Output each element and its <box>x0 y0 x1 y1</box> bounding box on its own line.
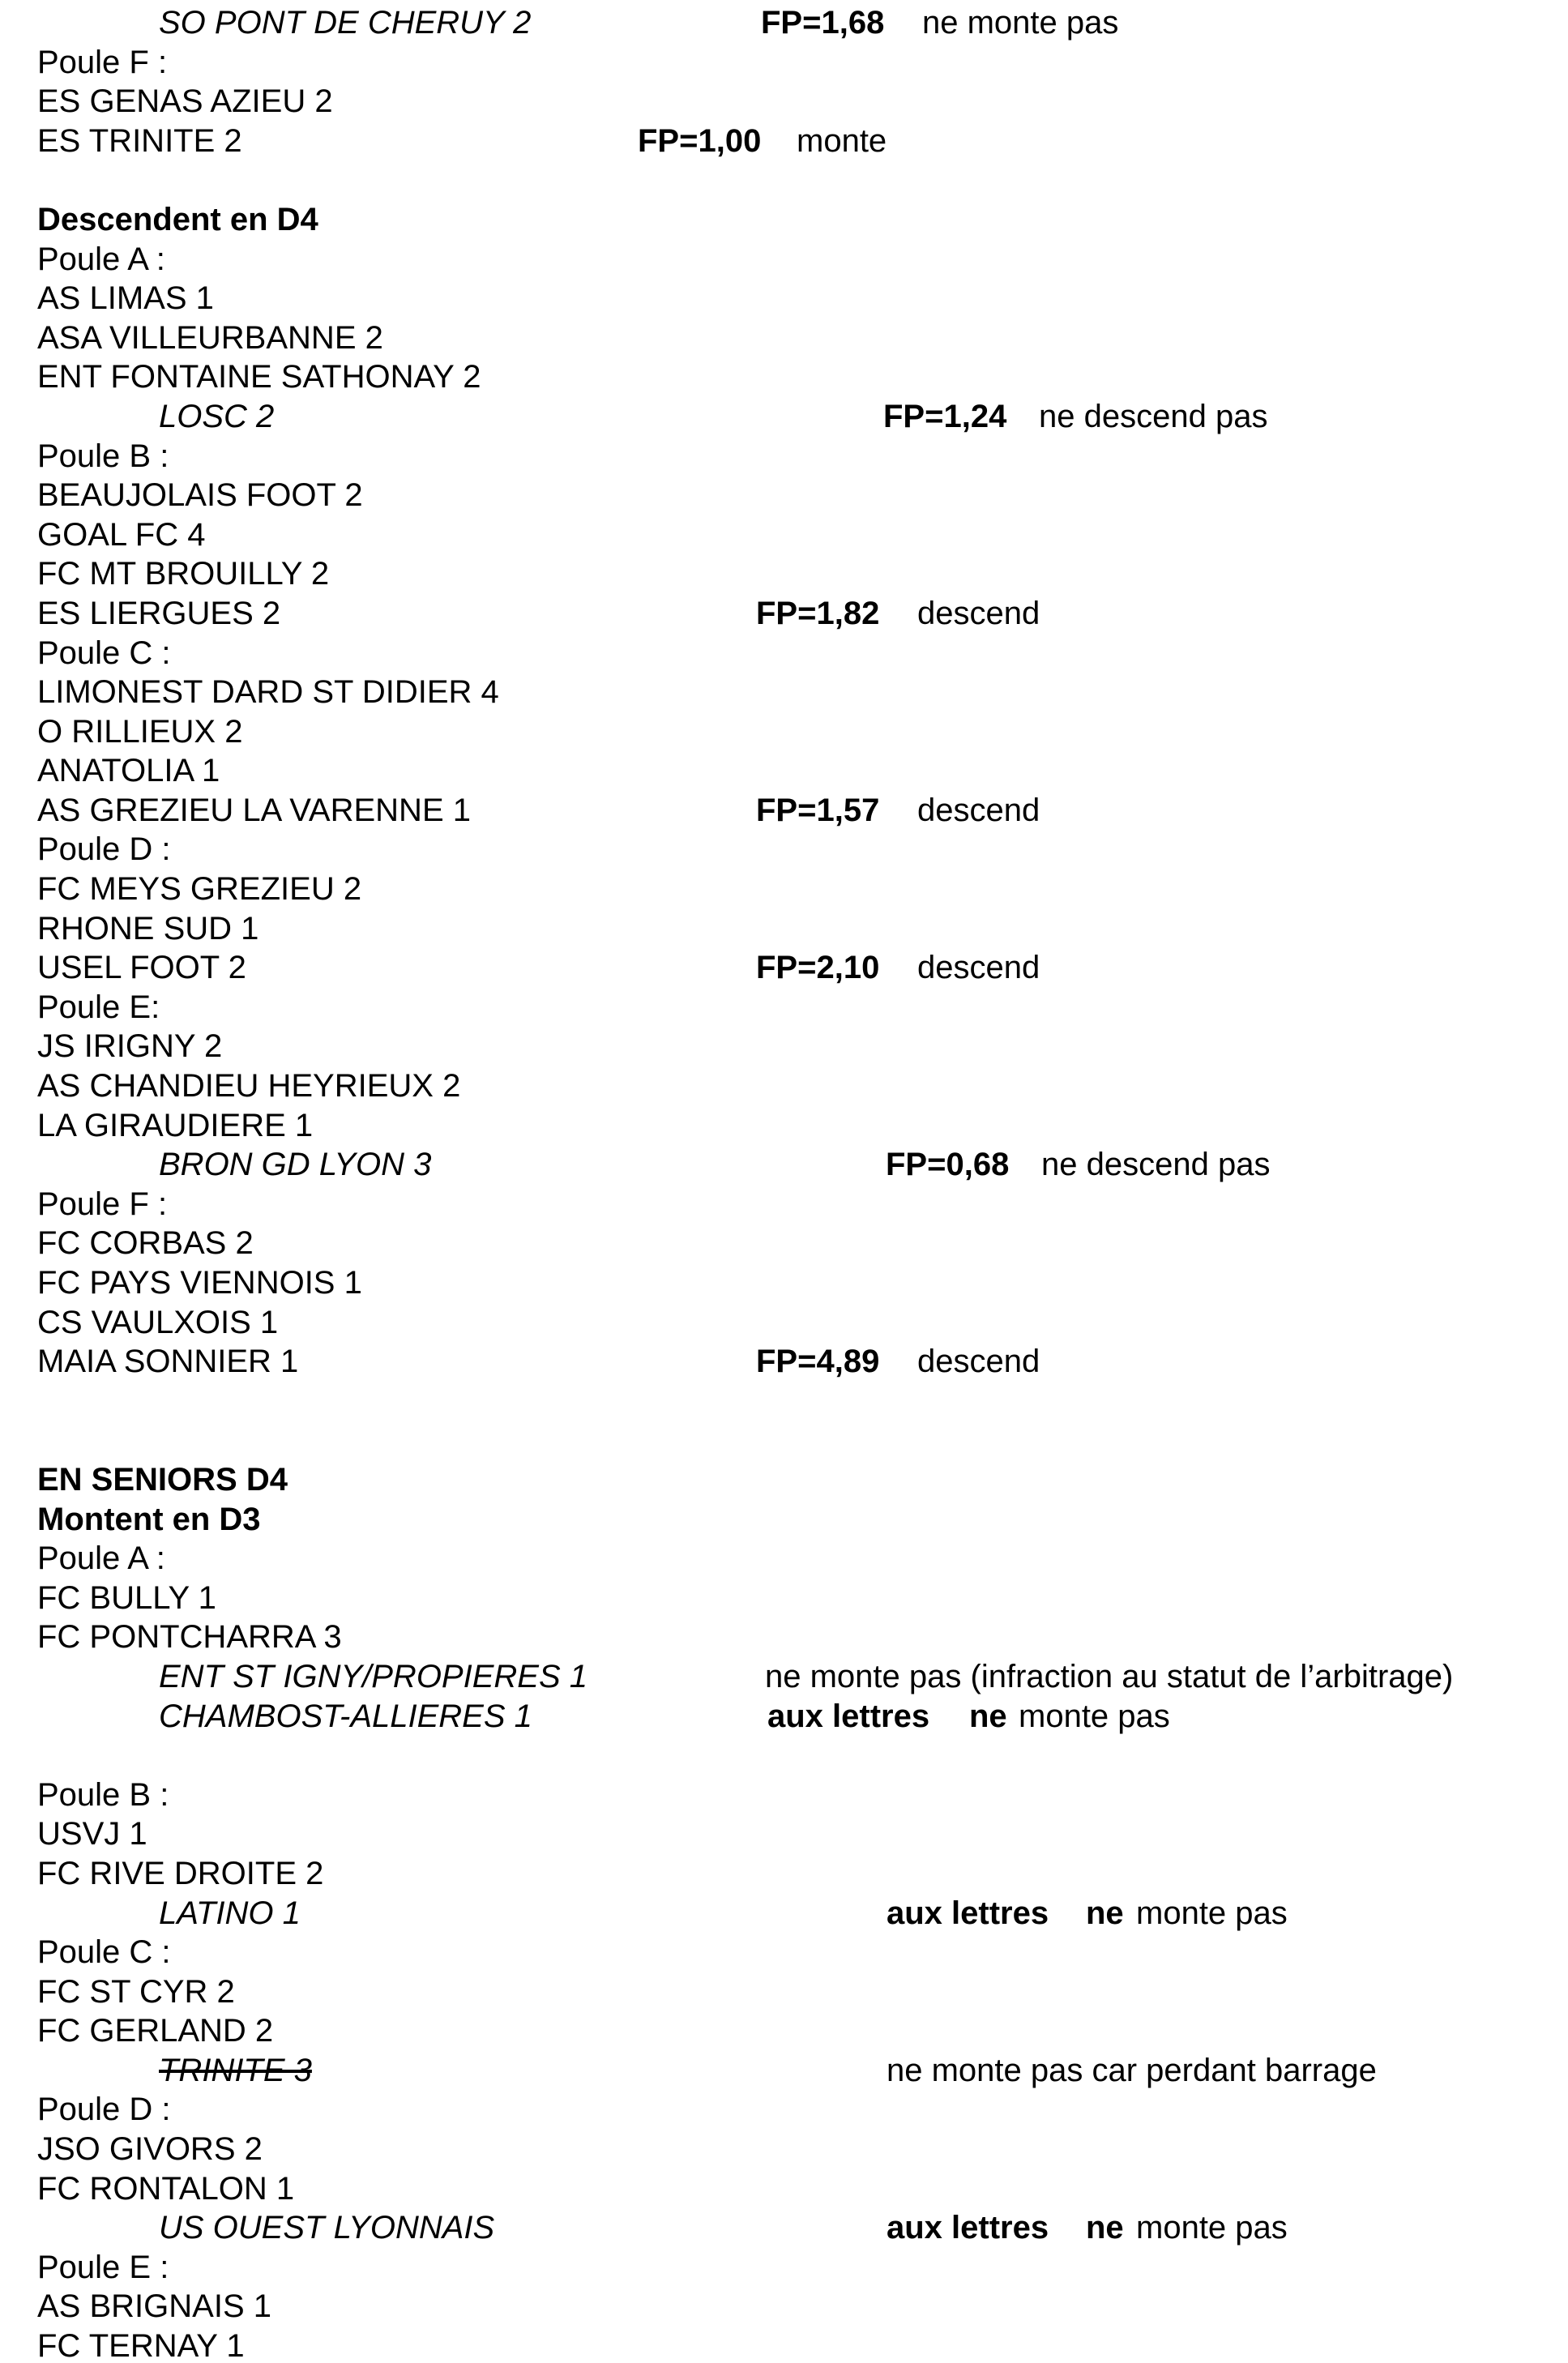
doc-line <box>0 1263 1568 1303</box>
status-text: descend <box>917 1344 1040 1380</box>
team-name: MAIA SONNIER 1 <box>37 1344 299 1380</box>
doc-line <box>0 673 1568 712</box>
section-title: Descendent en D4 <box>37 201 318 237</box>
status-text: ne monte pas <box>922 5 1119 41</box>
poule-label: Poule D : <box>37 831 171 868</box>
fp-value: FP=4,89 <box>756 1344 880 1380</box>
status-text: descend <box>917 595 1040 631</box>
doc-line <box>0 515 1568 555</box>
status-text: ne descend pas <box>1039 398 1268 434</box>
team-name: FC ST CYR 2 <box>37 1973 235 2010</box>
doc-line <box>0 1697 1568 1737</box>
poule-label: Poule D : <box>37 2092 171 2128</box>
team-name: ENT FONTAINE SATHONAY 2 <box>37 359 481 395</box>
doc-line <box>0 1342 1568 1382</box>
doc-line <box>0 1854 1568 1894</box>
team-name: ES LIERGUES 2 <box>37 595 281 631</box>
status-ne: ne <box>1086 1895 1124 1931</box>
poule-label: Poule F : <box>37 1186 168 1222</box>
status-text: monte <box>797 122 887 159</box>
doc-line <box>0 318 1568 358</box>
team-name: LA GIRAUDIERE 1 <box>37 1107 314 1143</box>
team-name: FC PONTCHARRA 3 <box>37 1619 342 1656</box>
doc-line <box>0 1106 1568 1146</box>
team-name: LIMONEST DARD ST DIDIER 4 <box>37 674 499 711</box>
fp-value: FP=1,00 <box>638 122 762 159</box>
doc-line <box>0 2248 1568 2288</box>
poule-label: Poule F : <box>37 44 168 80</box>
doc-line <box>0 437 1568 476</box>
status-aux-lettres: aux lettres <box>887 2210 1049 2246</box>
doc-line <box>0 2051 1568 2091</box>
status-aux-lettres: aux lettres <box>767 1698 930 1734</box>
fp-value: FP=1,57 <box>756 792 880 828</box>
doc-line <box>0 1933 1568 1972</box>
doc-line <box>0 1460 1568 1500</box>
team-name: FC PAYS VIENNOIS 1 <box>37 1265 362 1301</box>
doc-line <box>0 988 1568 1028</box>
status-text: descend <box>917 950 1040 986</box>
team-name: JS IRIGNY 2 <box>37 1028 223 1065</box>
poule-label: Poule B : <box>37 438 169 474</box>
team-name: FC CORBAS 2 <box>37 1225 254 1262</box>
team-name: USVJ 1 <box>37 1816 147 1852</box>
poule-label: Poule B : <box>37 1776 169 1813</box>
doc-line <box>0 43 1568 83</box>
status-ne: ne <box>969 1698 1007 1734</box>
team-name: ES TRINITE 2 <box>37 122 242 159</box>
doc-line <box>0 2287 1568 2327</box>
status-text: ne monte pas car perdant barrage <box>887 2052 1377 2088</box>
poule-label: Poule A : <box>37 241 165 277</box>
team-name: FC BULLY 1 <box>37 1579 216 1616</box>
team-name: CHAMBOST-ALLIERES 1 <box>159 1698 532 1734</box>
doc-line <box>0 1814 1568 1854</box>
doc-line <box>0 200 1568 240</box>
team-name: ASA VILLEURBANNE 2 <box>37 319 383 356</box>
poule-label: Poule C : <box>37 635 171 671</box>
team-name: FC RONTALON 1 <box>37 2170 295 2207</box>
doc-line <box>0 2208 1568 2248</box>
doc-line <box>0 240 1568 280</box>
doc-line <box>0 82 1568 122</box>
doc-line <box>0 1579 1568 1618</box>
status-aux-lettres: aux lettres <box>887 1895 1049 1931</box>
poule-label: Poule E: <box>37 989 160 1025</box>
team-name: RHONE SUD 1 <box>37 910 259 946</box>
fp-value: FP=0,68 <box>886 1147 1010 1183</box>
status-text: monte pas <box>1019 1698 1170 1734</box>
team-name: GOAL FC 4 <box>37 516 206 553</box>
team-name: SO PONT DE CHERUY 2 <box>159 5 532 41</box>
doc-line <box>0 909 1568 949</box>
status-ne: ne <box>1086 2210 1124 2246</box>
team-name: TRINITE 3 <box>159 2052 312 2088</box>
team-name: FC GERLAND 2 <box>37 2013 274 2049</box>
doc-line <box>0 1657 1568 1697</box>
status-text: ne descend pas <box>1041 1147 1271 1183</box>
poule-label: Poule A : <box>37 1540 165 1577</box>
team-name: LOSC 2 <box>159 398 275 434</box>
doc-line <box>0 1185 1568 1224</box>
doc-line <box>0 1145 1568 1185</box>
status-text: monte pas <box>1136 2210 1288 2246</box>
doc-line <box>0 751 1568 791</box>
doc-line <box>0 1224 1568 1263</box>
team-name: JSO GIVORS 2 <box>37 2131 263 2168</box>
doc-line <box>0 712 1568 752</box>
doc-line <box>0 2169 1568 2209</box>
team-name: ES GENAS AZIEU 2 <box>37 83 333 120</box>
doc-line <box>0 791 1568 831</box>
doc-line <box>0 1972 1568 2012</box>
team-name: FC RIVE DROITE 2 <box>37 1855 324 1891</box>
doc-line <box>0 279 1568 318</box>
doc-line <box>0 634 1568 673</box>
fp-value: FP=2,10 <box>756 950 880 986</box>
doc-line <box>0 1027 1568 1066</box>
team-name: BEAUJOLAIS FOOT 2 <box>37 477 363 514</box>
team-name: AS LIMAS 1 <box>37 280 214 317</box>
doc-line <box>0 1500 1568 1540</box>
doc-line <box>0 594 1568 634</box>
doc-line <box>0 122 1568 161</box>
team-name: ENT ST IGNY/PROPIERES 1 <box>159 1658 588 1694</box>
doc-line <box>0 1539 1568 1579</box>
section-title: Montent en D3 <box>37 1501 261 1537</box>
team-name: FC TERNAY 1 <box>37 2328 245 2363</box>
status-text: ne monte pas (infraction au statut de l’arbitrage) <box>765 1658 1454 1694</box>
doc-line <box>0 397 1568 437</box>
doc-line <box>0 2327 1568 2363</box>
doc-line <box>0 1303 1568 1343</box>
section-title: EN SENIORS D4 <box>37 1461 288 1498</box>
team-name: CS VAULXOIS 1 <box>37 1304 279 1340</box>
fp-value: FP=1,24 <box>883 398 1007 434</box>
team-name: ANATOLIA 1 <box>37 753 220 789</box>
doc-line <box>0 1617 1568 1657</box>
fp-value: FP=1,82 <box>756 595 880 631</box>
blank-line <box>0 1736 1568 1775</box>
doc-line <box>0 1775 1568 1815</box>
doc-line <box>0 948 1568 988</box>
fp-value: FP=1,68 <box>761 5 885 41</box>
doc-line <box>0 1066 1568 1106</box>
status-text: monte pas <box>1136 1895 1288 1931</box>
team-name: USEL FOOT 2 <box>37 950 246 986</box>
doc-line <box>0 476 1568 515</box>
team-name: FC MT BROUILLY 2 <box>37 556 330 592</box>
team-name: AS CHANDIEU HEYRIEUX 2 <box>37 1068 461 1105</box>
doc-line <box>0 870 1568 909</box>
doc-line <box>0 3 1568 43</box>
poule-label: Poule C : <box>37 1934 171 1971</box>
team-name: BRON GD LYON 3 <box>159 1147 432 1183</box>
team-name: AS GREZIEU LA VARENNE 1 <box>37 792 471 828</box>
doc-line <box>0 2130 1568 2169</box>
doc-line <box>0 357 1568 397</box>
team-name: O RILLIEUX 2 <box>37 713 243 750</box>
team-name: US OUEST LYONNAIS <box>159 2210 495 2246</box>
doc-line <box>0 2090 1568 2130</box>
team-name: AS BRIGNAIS 1 <box>37 2288 271 2325</box>
doc-line <box>0 2011 1568 2051</box>
doc-line <box>0 554 1568 594</box>
blank-line <box>0 1421 1568 1460</box>
doc-line <box>0 830 1568 870</box>
team-name: LATINO 1 <box>159 1895 301 1931</box>
blank-line <box>0 1382 1568 1421</box>
team-name: FC MEYS GREZIEU 2 <box>37 871 362 908</box>
status-text: descend <box>917 792 1040 828</box>
blank-line <box>0 160 1568 200</box>
poule-label: Poule E : <box>37 2249 169 2285</box>
doc-line <box>0 1894 1568 1934</box>
